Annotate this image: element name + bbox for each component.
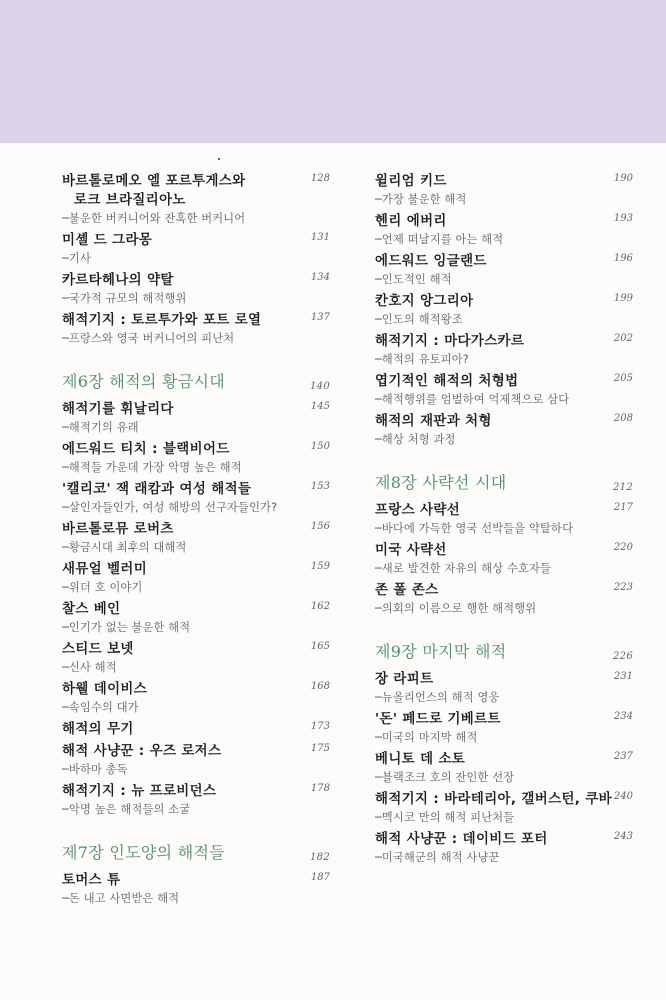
toc-entry [62,720,330,739]
entry-title: 에드워드 티치 : 블랙비어드 [62,442,230,457]
page-number: 220 [613,542,633,553]
entry-title: 해적기지 : 바라테리아, 갤버스턴, 쿠바 [375,792,613,807]
page-number: 202 [613,333,633,344]
entry-subtitle: ─바다에 가득한 영국 선박들을 약탈하다 [375,522,574,535]
toc-entry [375,790,633,827]
entry-subtitle: ─의회의 이름으로 행한 해적행위 [375,602,537,615]
stray-mark [218,158,220,160]
entry-subtitle: ─언제 떠날지를 아는 해적 [375,233,504,246]
entry-subtitle: ─불운한 버커니어와 잔혹한 버커니어 [62,212,246,225]
toc-entry [62,231,330,268]
toc-entry [375,541,633,578]
entry-subtitle: ─미국의 마지막 해적 [375,731,478,744]
entry-title: 윌리엄 키드 [375,174,447,189]
toc-entry [62,560,330,597]
page-number: 217 [613,502,633,513]
entry-subtitle: ─해적의 유토피아? [375,353,469,366]
entry-title: 해적 사냥꾼 : 우즈 로저스 [62,744,222,759]
page-number: 131 [310,232,330,243]
chapter-title: 제7장 인도양의 해적들 [62,843,226,862]
toc-entry [62,520,330,557]
entry-subtitle: ─뉴올리언스의 해적 영웅 [375,691,500,704]
toc-entry [375,750,633,787]
toc-entry [375,212,633,249]
chapter-heading [375,640,633,664]
entry-title: 해적 사냥꾼 : 데이비드 포터 [375,832,548,847]
page-number: 175 [310,743,330,754]
chapter-title: 제6장 해적의 황금시대 [62,372,226,391]
page-number: 234 [613,711,633,722]
entry-title: 칸호지 앙그리아 [375,294,474,309]
page-number: 137 [310,312,330,323]
toc-entry [375,332,633,369]
page-number: 162 [310,601,330,612]
chapter-heading [62,370,330,394]
page-number: 182 [310,852,330,863]
entry-title-continued: 로크 브라질리아노 [74,193,186,208]
page-number: 231 [613,671,633,682]
entry-title: 헨리 에버리 [375,214,447,229]
entry-subtitle: ─속임수의 대가 [62,701,139,714]
page-number: 150 [310,441,330,452]
entry-title: 토머스 튜 [62,873,121,888]
entry-title: 프랑스 사략선 [375,503,461,518]
page-number: 212 [613,482,633,493]
entry-subtitle: ─살인자들인가, 여성 해방의 선구자들인가? [62,501,278,514]
page-number: 159 [310,561,330,572]
toc-entry [375,581,633,618]
toc-entry [62,640,330,677]
toc-entry [62,782,330,819]
entry-title: 해적기지 : 토르투가와 포트 로열 [62,313,262,328]
toc-entry [62,871,330,908]
page-number: 208 [613,413,633,424]
toc-entry [62,172,330,228]
page-number: 243 [613,831,633,842]
page-number: 187 [310,872,330,883]
entry-title: 카르타헤나의 약탈 [62,273,174,288]
entry-title: 베니토 데 소토 [375,752,466,767]
toc-entry [62,600,330,637]
entry-title: 하웰 데이비스 [62,682,148,697]
entry-subtitle: ─위더 호 이야기 [62,581,143,594]
entry-title: 장 라피트 [375,672,434,687]
entry-subtitle: ─미국해군의 해적 사냥꾼 [375,851,500,864]
page-number: 223 [613,582,633,593]
page-number: 196 [613,253,633,264]
toc-entry [62,680,330,717]
entry-subtitle: ─황금시대 최후의 대해적 [62,541,187,554]
entry-subtitle: ─해상 처형 과정 [375,433,456,446]
entry-subtitle: ─바하마 총독 [62,763,128,776]
entry-subtitle: ─해적기의 유래 [62,421,139,434]
entry-subtitle: ─가장 불운한 해적 [375,193,467,206]
entry-subtitle: ─해적행위를 엄벌하여 억제책으로 삼다 [375,393,570,406]
page-number: 128 [310,173,330,184]
entry-title: 해적의 무기 [62,722,134,737]
page-number: 165 [310,641,330,652]
chapter-heading [62,841,330,865]
toc-entry [375,372,633,409]
entry-title: '캘리코' 잭 래캄과 여성 해적들 [62,482,252,497]
entry-subtitle: ─국가적 규모의 해적행위 [62,292,187,305]
entry-title: 미셸 드 그라몽 [62,233,153,248]
entry-title: 존 폴 존스 [375,583,439,598]
toc-entry [62,440,330,477]
entry-title: 바르톨로메오 엘 포르투게스와 [62,174,246,189]
toc-entry [62,271,330,308]
entry-subtitle: ─인도의 해적왕조 [375,313,463,326]
toc-entry [62,480,330,517]
entry-title: 에드워드 잉글랜드 [375,254,487,269]
page-number: 190 [613,173,633,184]
entry-title: 해적기지 : 마다가스카르 [375,334,525,349]
entry-title: 해적의 재판과 처형 [375,414,492,429]
page-number: 156 [310,521,330,532]
page-number: 199 [613,293,633,304]
entry-subtitle: ─해적들 가운데 가장 악명 높은 해적 [62,461,242,474]
page-number: 226 [613,651,633,662]
page-number: 145 [310,401,330,412]
page-number: 237 [613,751,633,762]
page-number: 168 [310,681,330,692]
entry-subtitle: ─블랙조크 호의 잔인한 선장 [375,771,515,784]
top-color-band [0,0,666,143]
page-number: 153 [310,481,330,492]
entry-title: '돈' 페드로 기베르트 [375,712,501,727]
entry-title: 새뮤얼 벨러미 [62,562,148,577]
page-number: 240 [613,791,633,802]
toc-entry [375,670,633,707]
entry-subtitle: ─프랑스와 영국 버커니어의 피난처 [62,332,235,345]
toc-right-column [375,172,633,870]
toc-entry [375,830,633,867]
toc-entry [375,412,633,449]
toc-entry [375,172,633,209]
page-number: 205 [613,373,633,384]
entry-title: 해적기지 : 뉴 프로비던스 [62,784,217,799]
toc-entry [375,501,633,538]
chapter-heading [375,471,633,495]
entry-subtitle: ─기사 [62,252,91,265]
entry-subtitle: ─돈 내고 사면받은 해적 [62,892,180,905]
toc-entry [62,742,330,779]
toc-left-column [62,172,330,911]
page-number: 173 [310,721,330,732]
entry-subtitle: ─악명 높은 해적들의 소굴 [62,803,191,816]
entry-title: 바르톨로뮤 로버츠 [62,522,174,537]
toc-entry [375,252,633,289]
entry-subtitle: ─인도적인 해적 [375,273,452,286]
page-number: 178 [310,783,330,794]
page-number: 140 [310,381,330,392]
entry-title: 스티드 보넷 [62,642,134,657]
entry-subtitle: ─새로 발견한 자유의 해상 수호자들 [375,562,552,575]
toc-entry [62,311,330,348]
entry-title: 해적기를 휘날리다 [62,402,174,417]
chapter-title: 제8장 사략선 시대 [375,473,507,492]
page-number: 134 [310,272,330,283]
entry-title: 미국 사략선 [375,543,447,558]
entry-title: 찰스 베인 [62,602,121,617]
entry-title: 엽기적인 해적의 처형법 [375,374,519,389]
chapter-title: 제9장 마지막 해적 [375,642,507,661]
toc-entry [62,400,330,437]
toc-entry [375,292,633,329]
toc-entry [375,710,633,747]
entry-subtitle: ─신사 해적 [62,661,117,674]
entry-subtitle: ─멕시코 만의 해적 피난처들 [375,811,515,824]
page-number: 193 [613,213,633,224]
entry-subtitle: ─인기가 없는 불운한 해적 [62,621,191,634]
